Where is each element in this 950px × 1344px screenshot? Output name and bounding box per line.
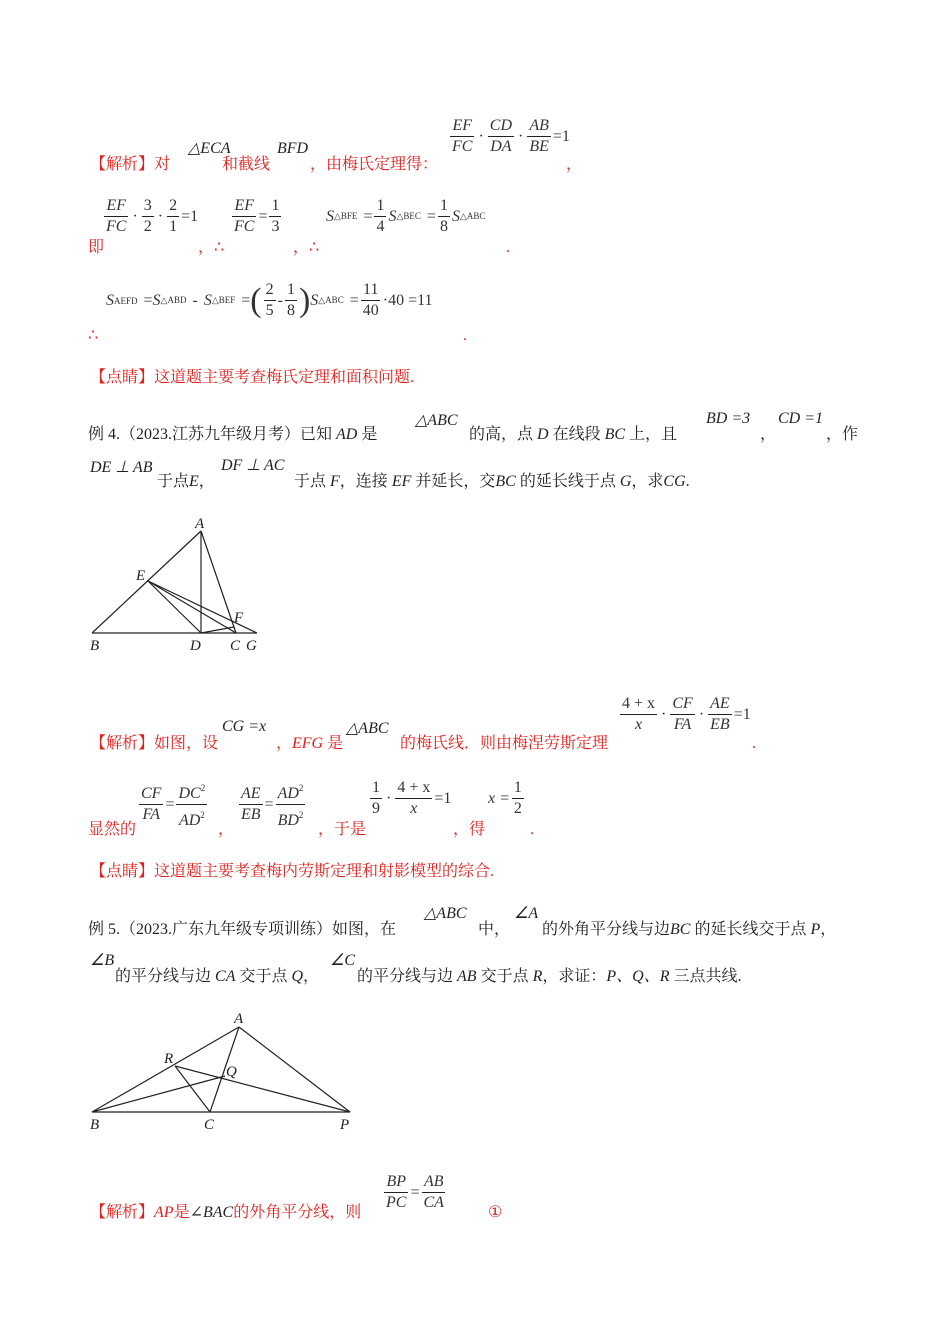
equation-10: x = $\frac{1}{2}$ <box>488 779 522 817</box>
sol4-text: 的梅氏线．则由梅涅劳斯定理 <box>400 735 609 752</box>
label-G: G <box>246 638 257 654</box>
math-tri-abc: △ABC <box>424 905 467 922</box>
sol3-line1: 【解析】对 <box>90 156 171 173</box>
sol4-period: . <box>752 735 756 752</box>
note-text: 这道题主要考查梅内劳斯定理和射影模型的综合. <box>154 863 495 880</box>
figure-ex5 <box>80 1005 370 1135</box>
ex4-zuo: ，作 <box>826 426 859 443</box>
sol-label: 【解析】 <box>90 735 155 752</box>
ex5-line1: 例 5.（2023.广东九年级专项训练）如图，在 <box>88 921 397 938</box>
math-bd3: BD =3 <box>706 410 751 427</box>
label-D: D <box>190 638 201 654</box>
ex4-line2b: 于点 F，连接 EF 并延长，交BC 的延长线于点 G，求CG. <box>294 473 690 490</box>
math-cg-x: CG =x <box>222 718 267 735</box>
equation-2: $\frac{EF}{FC}$ · $\frac{3}{2}$ · $\frac{2}{1}$ =1 <box>106 197 199 235</box>
math-angle-c: ∠C <box>330 952 356 969</box>
label-P: P <box>340 1117 350 1133</box>
sol3-period: . <box>506 239 510 256</box>
math-angle-a: ∠A <box>514 905 539 922</box>
sol3-comma2: ， <box>198 239 215 256</box>
ex5-line2b: 的平分线与边 AB 交于点 R，求证：P、Q、R 三点共线. <box>357 968 742 985</box>
therefore-symbol: ∴ <box>309 239 320 256</box>
math-cd1: CD =1 <box>778 410 824 427</box>
ex5-line2a: 的平分线与边 CA 交于点 Q， <box>115 968 320 985</box>
bisector-ratio-equation: $\frac{BP}{PC}$ = $\frac{AB}{CA}$ <box>386 1173 444 1211</box>
label-F: F <box>234 610 244 626</box>
label-R: R <box>164 1051 174 1067</box>
sol3-text-t3: ，由梅氏定理得： <box>310 156 439 173</box>
label-A: A <box>195 516 205 532</box>
therefore-symbol: ∴ <box>88 327 99 344</box>
menelaus-equation-1: $\frac{EF}{FC}$ · $\frac{CD}{DA}$ · $\frac{AB}{BE}$ =1 <box>452 117 570 155</box>
projection-equation-2: $\frac{AE}{EB}$ = $\frac{AD^2}{BD^2}$ <box>237 778 307 831</box>
sol4-text3: ，于是 <box>318 821 367 838</box>
sol4-efg: EFG 是 <box>292 735 344 752</box>
note-label: 【点睛】 <box>90 863 155 880</box>
area-equation: S AEFD = S △ABD - S △BEF = ( $\frac{2}{5}$ - $\frac{1}{8}$ ) S △ABC = $\frac{11}{40}$ ·40 =11 <box>106 281 433 319</box>
figure-ex4 <box>80 510 280 660</box>
label-C: C <box>230 638 241 654</box>
equation-3: $\frac{EF}{FC}$ = $\frac{1}{3}$ <box>234 197 280 235</box>
sol3-comma3: ， <box>293 239 310 256</box>
sol4-comma2: ， <box>218 821 235 838</box>
sol3-text-t2: 和截线 <box>222 156 271 173</box>
ex5-text-zhong: 中， <box>478 921 511 938</box>
sol-label: 【解析】 <box>90 156 155 173</box>
sol-label: 【解析】 <box>90 1204 155 1221</box>
sol4-text4: ，得 <box>453 821 486 838</box>
note4 <box>90 862 494 882</box>
ex4-line1: 例 4.（2023.江苏九年级月考）已知 AD 是 <box>88 426 378 443</box>
sol3-period2: . <box>463 327 467 344</box>
sol4-text2: 显然的 <box>88 821 137 838</box>
math-de-ab: DE ⊥ AB <box>90 459 153 476</box>
equation-9: $\frac{1}{9}$ · $\frac{4 + x}{x}$ =1 <box>372 779 452 817</box>
label-E: E <box>136 568 146 584</box>
math-df-ac: DF ⊥ AC <box>221 457 285 474</box>
sol3-comma: ， <box>566 156 583 173</box>
therefore-symbol: ∴ <box>214 239 225 256</box>
label-C: C <box>204 1117 215 1133</box>
label-Q: Q <box>226 1064 237 1080</box>
ex4-comma: ， <box>760 426 777 443</box>
equation-4: S △BFE = $\frac{1}{4}$ S △BEC = $\frac{1}{8}$ S △ABC <box>326 197 486 235</box>
circled-one: ① <box>488 1204 503 1221</box>
math-tri-eca: △ECA <box>188 140 231 157</box>
sol5-line1: 【解析】AP是∠BAC的外角平分线，则 <box>90 1204 362 1221</box>
math-angle-b: ∠B <box>90 952 115 969</box>
note-label: 【点睛】 <box>90 369 155 386</box>
projection-equation-1: $\frac{CF}{FA}$ = $\frac{DC^2}{AD^2}$ <box>137 778 209 831</box>
sol4-line1: 【解析】如图，设 <box>90 735 219 752</box>
math-bfd: BFD <box>277 140 309 157</box>
menelaus-equation-4: $\frac{4 + x}{x}$ · $\frac{CF}{FA}$ · $\frac{AE}{EB}$ =1 <box>622 695 751 733</box>
note-text: 这道题主要考查梅氏定理和面积问题. <box>154 369 415 386</box>
ex4-line1b: 的高，点 D 在线段 BC 上，且 <box>469 426 678 443</box>
math-tri-abc: △ABC <box>415 412 458 429</box>
sol4-comma: ， <box>276 735 293 752</box>
label-B: B <box>90 638 100 654</box>
ex5-line1b: 的外角平分线与边BC 的延长线交于点 P， <box>542 921 837 938</box>
math-tri-abc: △ABC <box>346 720 389 737</box>
label-B: B <box>90 1117 100 1133</box>
label-A: A <box>234 1011 244 1027</box>
sol4-period2: . <box>530 821 534 838</box>
note3 <box>90 368 414 388</box>
ex4-line2a: 于点E， <box>157 473 215 490</box>
sol3-ji: 即 <box>88 239 105 256</box>
